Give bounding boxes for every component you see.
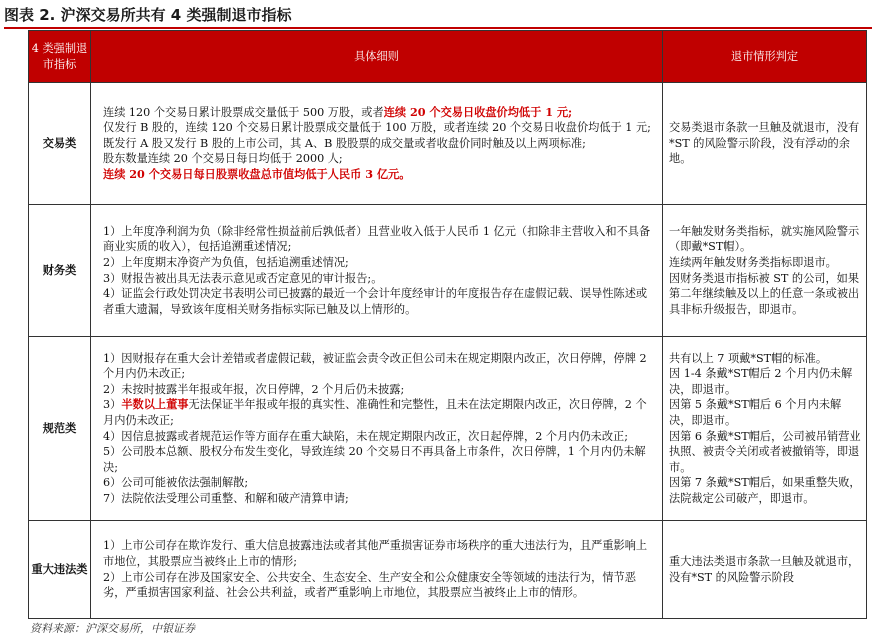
detail-line (103, 397, 656, 428)
detail-text: 2）未按时披露半年报或年报，次日停牌，2 个月后仍未披露; (103, 382, 405, 396)
highlight-text: 半数以上董事 (121, 397, 189, 412)
judgement-cell (663, 337, 867, 521)
detail-line (103, 444, 656, 475)
category-cell: 重大违法类 (29, 521, 91, 619)
header-details: 具体细则 (91, 31, 663, 83)
detail-text: 2）上市公司存在涉及国家安全、公共安全、生态安全、生产安全和公众健康安全等领域的违法行为，情节恶劣，严重损害国家利益、社会公共利益，或者严重影响上市地位，其股票应当被终止上市的情形。 (103, 570, 636, 600)
detail-line (103, 136, 656, 152)
source-note: 资料来源：沪深交易所，中银证券 (30, 622, 195, 635)
detail-line (103, 105, 656, 121)
detail-line (103, 382, 656, 398)
judgement-line: 重大违法类退市条款一旦触及就退市，没有*ST 的风险警示阶段 (669, 554, 860, 584)
detail-text: 股东数量连续 20 个交易日每日均低于 2000 人; (103, 152, 343, 166)
judgement-line: 因财务类退市指标被 ST 的公司，如果第二年继续触及以上的任意一条或被出具非标升级报告，即退市。 (669, 271, 860, 316)
category-cell: 财务类 (29, 205, 91, 337)
figure-title: 图表 2. 沪深交易所共有 4 类强制退市指标 (4, 6, 292, 24)
detail-line (103, 429, 656, 445)
judgement-line: 交易类退市条款一旦触及就退市，没有*ST 的风险警示阶段，没有浮动的余地。 (669, 121, 860, 166)
table-row (29, 205, 867, 337)
detail-line (103, 151, 656, 167)
judgement-line: 因 1-4 条戴*ST帽后 2 个月内仍未解决，即退市。 (669, 367, 853, 396)
detail-line (103, 351, 656, 382)
title-rule (4, 27, 872, 29)
detail-text: 3） (103, 398, 122, 412)
highlight-text: 连续 20 个交易日每日股票收盘总市值均低于人民币 3 亿元。 (103, 166, 411, 181)
detail-cell (91, 337, 663, 521)
detail-cell (91, 521, 663, 619)
judgement-line: 连续两年触发财务类指标即退市。 (669, 255, 837, 269)
detail-line (103, 286, 656, 317)
table-row (29, 83, 867, 205)
detail-text: 仅发行 B 股的，连续 120 个交易日累计股票成交量低于 100 万股，或者连续 20 个交易日收盘价均低于 1 元; (103, 121, 651, 135)
detail-line (103, 538, 656, 569)
detail-text: 7）法院依法受理公司重整、和解和破产清算申请; (103, 491, 349, 505)
detail-text: 3）财报告被出具无法表示意见或否定意见的审计报告;。 (103, 271, 383, 285)
detail-text: 5）公司股本总额、股权分布发生变化，导致连续 20 个交易日不再具备上市条件，次日停牌，1 个月内仍未解决; (103, 445, 646, 474)
detail-text: 连续 120 个交易日累计股票成交量低于 500 万股，或者 (103, 105, 384, 119)
delisting-table (28, 30, 867, 619)
judgement-cell (663, 521, 867, 619)
judgement-line: 共有以上 7 项戴*ST帽的标准。 (669, 351, 828, 365)
detail-line (103, 224, 656, 255)
header-judgement: 退市情形判定 (663, 31, 867, 83)
table-row (29, 521, 867, 619)
detail-text: 4）证监会行政处罚决定书表明公司已披露的最近一个会计年度经审计的年度报告存在虚假记载、误导性陈述或者重大遗漏，导致该年度相关财务指标实际已触及以上情形的。 (103, 287, 648, 316)
detail-text: 1）上市公司存在欺诈发行、重大信息披露违法或者其他严重损害证券市场秩序的重大违法行为，且严重影响上市地位，其股票应当被终止上市的情形; (103, 539, 648, 568)
detail-line (103, 491, 656, 507)
detail-line (103, 570, 656, 601)
detail-cell (91, 83, 663, 205)
detail-text: 2）上年度期末净资产为负值，包括追溯重述情况; (103, 255, 349, 269)
detail-text: 1）因财报存在重大会计差错或者虚假记载，被证监会责令改正但公司未在规定期限内改正，次日停牌，停牌 2 个月内仍未改正; (103, 351, 647, 381)
detail-text: 无法保证半年报或年报的真实性、准确性和完整性，且未在法定期限内改正，次日停牌，2 个月内仍未改正; (103, 398, 647, 427)
table-row (29, 337, 867, 521)
judgement-cell (663, 205, 867, 337)
table-header-row (29, 31, 867, 83)
detail-cell (91, 205, 663, 337)
judgement-line: 一年触发财务类指标，就实施风险警示（即戴*ST帽）。 (669, 224, 860, 254)
detail-text: 6）公司可能被依法强制解散; (103, 476, 249, 490)
judgement-line: 因第 5 条戴*ST帽后 6 个月内未解决，即退市。 (669, 398, 842, 427)
detail-line (103, 120, 656, 136)
detail-line (103, 167, 656, 183)
judgement-line: 因第 6 条戴*ST帽后，公司被吊销营业执照、被责令关闭或者被撤销等，即退市。 (669, 429, 861, 474)
detail-line (103, 271, 656, 287)
detail-text: 既发行 A 股又发行 B 股的上市公司，其 A、B 股股票的成交量或者收盘价同时触及以上两项标准; (103, 136, 586, 150)
detail-line (103, 475, 656, 491)
category-cell: 规范类 (29, 337, 91, 521)
judgement-line: 因第 7 条戴*ST帽后，如果重整失败，法院裁定公司破产，即退市。 (669, 476, 861, 505)
category-cell: 交易类 (29, 83, 91, 205)
header-category: 4 类强制退市指标 (29, 31, 91, 83)
detail-text: 4）因信息披露或者规范运作等方面存在重大缺陷，未在规定期限内改正，次日起停牌，2 个月内仍未改正; (103, 429, 629, 443)
highlight-text: 连续 20 个交易日收盘价均低于 1 元; (383, 104, 573, 119)
detail-line (103, 255, 656, 271)
judgement-cell (663, 83, 867, 205)
detail-text: 1）上年度净利润为负（除非经常性损益前后孰低者）且营业收入低于人民币 1 亿元（扣除非主营收入和不具备商业实质的收入），包括追溯重述情况; (103, 224, 651, 254)
